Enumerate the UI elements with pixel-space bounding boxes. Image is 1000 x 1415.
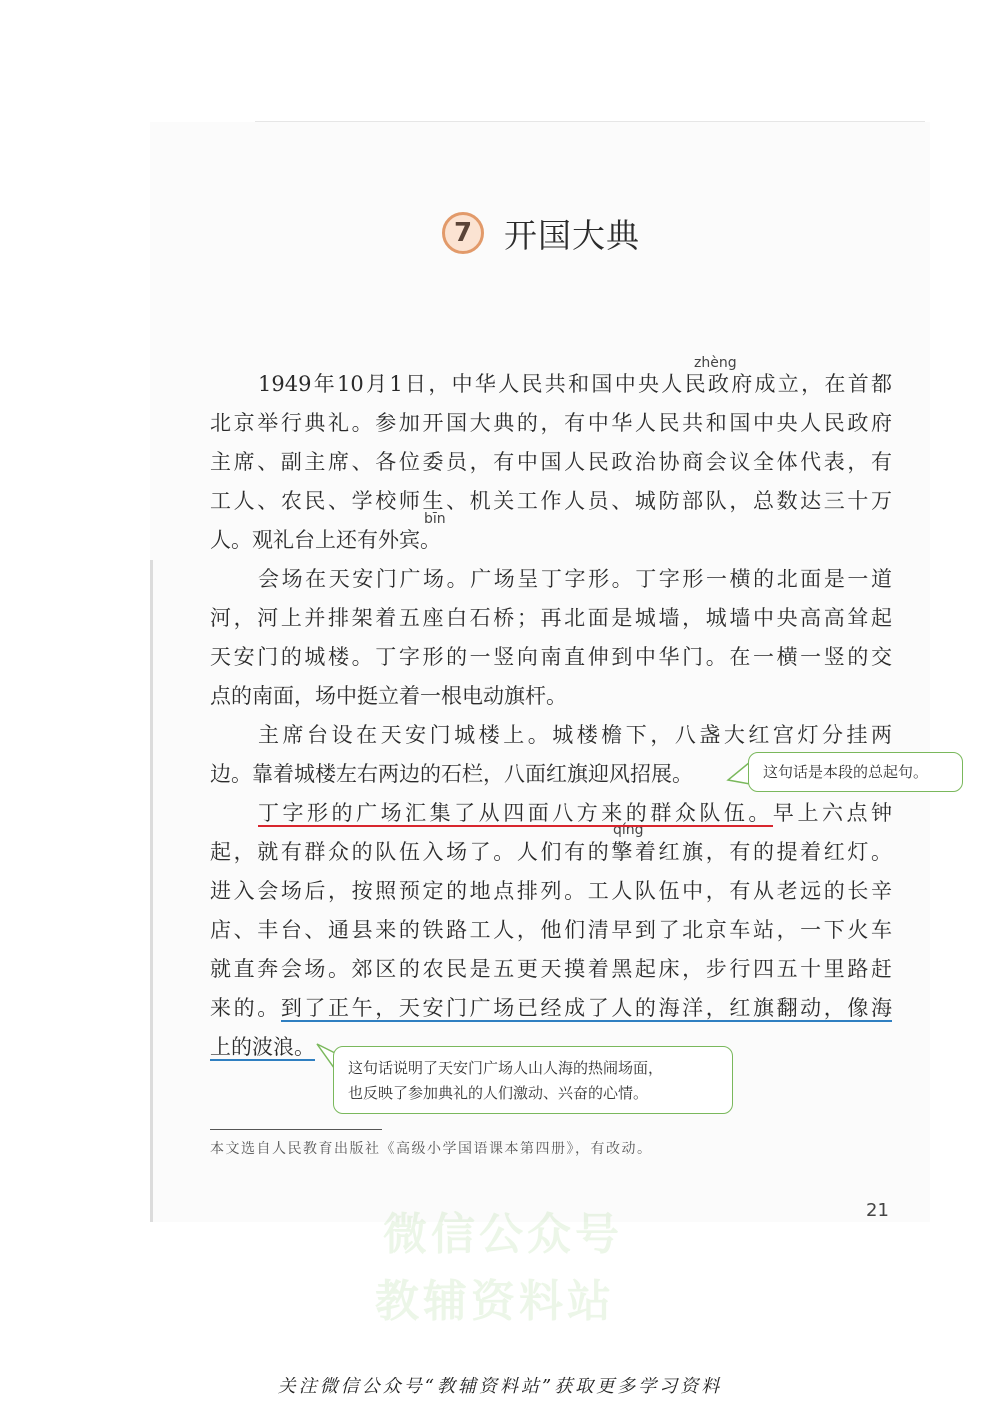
topic-sentence-underlined: 丁字形的广场汇集了从四面八方来的群众队伍。 — [258, 801, 773, 825]
body-line: 1949年10月1日，中华人民共和国中央人民政府成立，在首都 — [258, 372, 892, 396]
pinyin-zheng: zhèng — [694, 355, 737, 371]
page-number: 21 — [866, 1200, 889, 1221]
key-sentence-underlined: 到了正午，天安门广场已经成了人的海洋，红旗翻动，像海 — [280, 996, 893, 1020]
callout-2-line-2: 也反映了参加典礼的人们激动、兴奋的心情。 — [348, 1084, 649, 1102]
body-line: 店、丰台、通县来的铁路工人，他们清早到了北京车站，一下火车 — [210, 918, 892, 942]
annotation-callout-topic — [748, 752, 963, 792]
body-line: 天安门的城楼。丁字形的一竖向南直伸到中华门。在一横一竖的交 — [210, 645, 892, 669]
body-line — [210, 794, 892, 833]
body-line: 工人、农民、学校师生、机关工作人员、城防部队，总数达三十万 — [210, 489, 892, 513]
callout-1-text: 这句话是本段的总起句。 — [763, 763, 929, 781]
watermark-line-2: 教辅资料站 — [375, 1276, 615, 1327]
lesson-body — [210, 365, 892, 1067]
pinyin-bin: bīn — [424, 511, 446, 527]
body-line: 人。观礼台上还有外宾。 — [210, 528, 441, 552]
body-line: 起，就有群众的队伍入场了。人们有的擎着红旗，有的提着红灯。 — [210, 840, 892, 864]
footnote-divider — [210, 1129, 382, 1130]
body-line: 进入会场后，按照预定的地点排列。工人队伍中，有从老远的长辛 — [210, 879, 892, 903]
body-line: 河，河上并排架着五座白石桥；再北面是城墙，城墙中央高高耸起 — [210, 606, 892, 630]
body-line — [210, 989, 892, 1028]
footer-note: 关注微信公众号“教辅资料站”获取更多学习资料 — [277, 1376, 723, 1397]
body-line: 点的南面，场中挺立着一根电动旗杆。 — [210, 684, 567, 708]
body-line: 主席、副主席、各位委员，有中国人民政治协商会议全体代表，有 — [210, 450, 892, 474]
watermark-line-1: 微信公众号 — [383, 1209, 623, 1260]
body-line: 北京举行典礼。参加开国大典的，有中华人民共和国中央人民政府 — [210, 411, 892, 435]
body-line: 就直奔会场。郊区的农民是五更天摸着黑起床，步行四五十里路赶 — [210, 957, 892, 981]
lesson-title: 开国大典 — [504, 215, 640, 255]
page-left-edge — [150, 560, 153, 1222]
callout-2-line-1: 这句话说明了天安门广场人山人海的热闹场面， — [348, 1059, 664, 1077]
lesson-number-badge: 7 — [442, 212, 484, 254]
body-line-rest: 早上六点钟 — [772, 801, 893, 825]
body-line: 主席台设在天安门城楼上。城楼檐下，八盏大红宫灯分挂两 — [258, 723, 892, 747]
body-line: 边。靠着城楼左右两边的石栏，八面红旗迎风招展。 — [210, 762, 693, 786]
body-line: 会场在天安门广场。广场呈丁字形。丁字形一横的北面是一道 — [258, 567, 892, 591]
page-top-edge — [255, 121, 925, 122]
annotation-callout-meaning — [333, 1046, 733, 1114]
lesson-heading — [442, 208, 640, 258]
body-line-plain: 来的。 — [210, 996, 281, 1020]
pinyin-qing: qíng — [613, 822, 644, 838]
key-sentence-underlined: 上的波浪。 — [210, 1035, 315, 1059]
source-note: 本文选自人民教育出版社《高级小学国语课本第四册》，有改动。 — [210, 1141, 653, 1157]
